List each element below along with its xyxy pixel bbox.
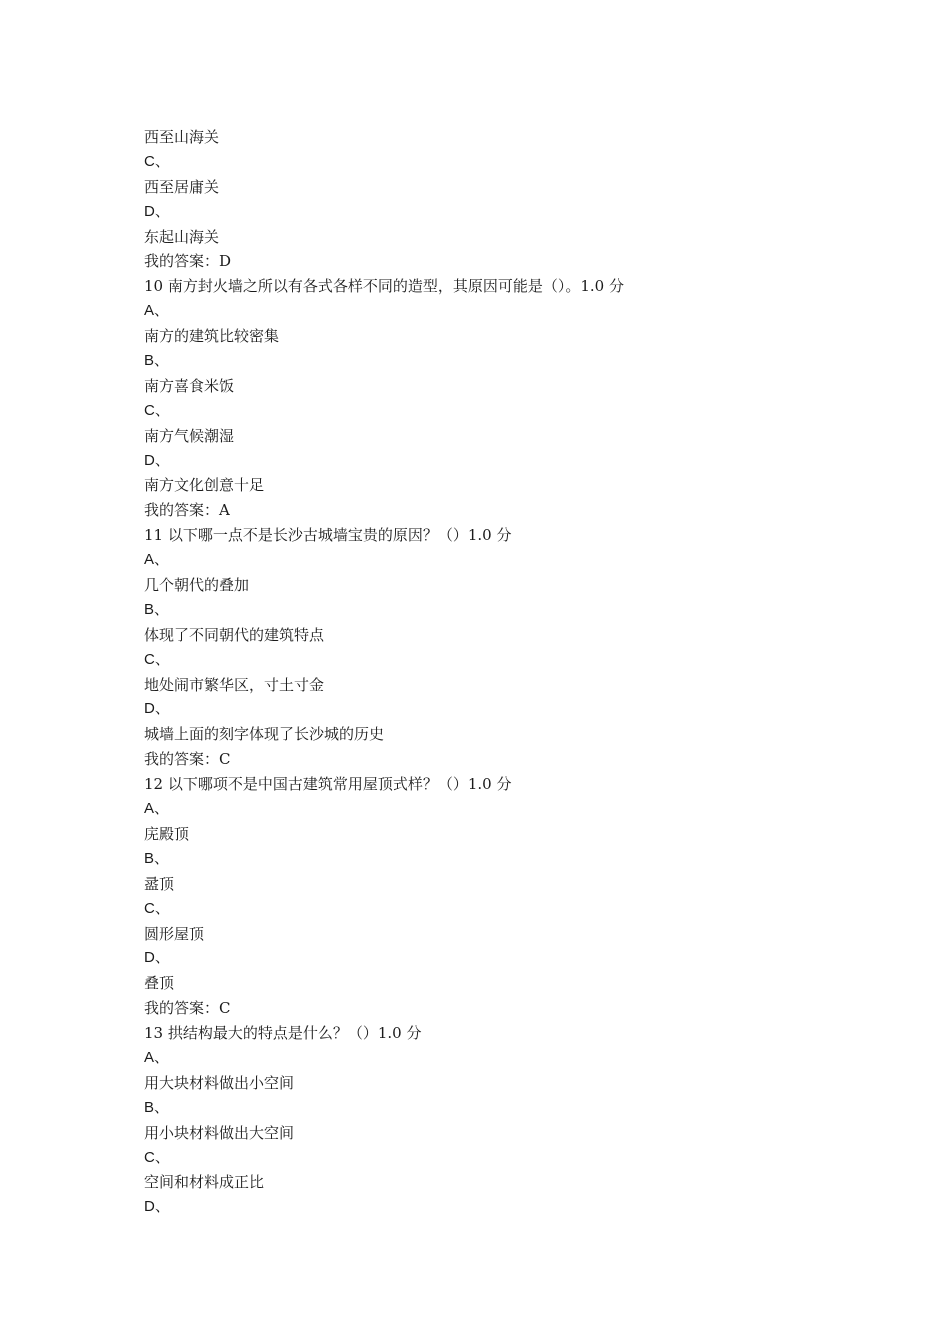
option-label: A、 bbox=[144, 302, 170, 320]
my-answer: 我的答案：C bbox=[144, 999, 231, 1018]
option-label: D、 bbox=[144, 451, 170, 469]
option-text: 几个朝代的叠加 bbox=[144, 576, 250, 595]
option-text: 用小块材料做出大空间 bbox=[144, 1123, 295, 1142]
option-text: 体现了不同朝代的建筑特点 bbox=[144, 625, 325, 644]
option-label: A、 bbox=[144, 551, 170, 569]
option-text: 东起山海关 bbox=[144, 227, 220, 246]
question-11: 11 以下哪一点不是长沙古城墙宝贵的原因？（）1.0 分 bbox=[144, 526, 512, 545]
option-label: D、 bbox=[144, 202, 170, 220]
option-text: 盝顶 bbox=[144, 874, 175, 893]
question-12: 12 以下哪项不是中国古建筑常用屋顶式样？（）1.0 分 bbox=[144, 775, 512, 794]
option-label: A、 bbox=[144, 1048, 170, 1066]
option-text: 西至山海关 bbox=[144, 128, 220, 146]
my-answer: 我的答案：C bbox=[144, 750, 231, 769]
option-text: 西至居庸关 bbox=[144, 177, 220, 196]
option-text: 空间和材料成正比 bbox=[144, 1173, 265, 1192]
question-13: 13 拱结构最大的特点是什么？（）1.0 分 bbox=[144, 1024, 422, 1043]
question-10: 10 南方封火墙之所以有各式各样不同的造型，其原因可能是（）。1.0 分 bbox=[144, 277, 624, 296]
option-label: B、 bbox=[144, 1098, 170, 1116]
option-text: 用大块材料做出小空间 bbox=[144, 1073, 295, 1092]
option-text: 庑殿顶 bbox=[144, 824, 190, 843]
option-text: 南方喜食米饭 bbox=[144, 376, 235, 395]
option-label: B、 bbox=[144, 849, 170, 867]
option-label: C、 bbox=[144, 401, 170, 419]
my-answer: 我的答案：D bbox=[144, 252, 232, 271]
option-label: D、 bbox=[144, 1198, 170, 1216]
option-label: B、 bbox=[144, 352, 170, 370]
option-label: A、 bbox=[144, 800, 170, 818]
option-text: 地处闹市繁华区，寸土寸金 bbox=[144, 675, 325, 694]
option-label: D、 bbox=[144, 700, 170, 718]
option-label: B、 bbox=[144, 600, 170, 618]
option-label: C、 bbox=[144, 650, 170, 668]
option-text: 南方气候潮湿 bbox=[144, 426, 235, 445]
option-label: D、 bbox=[144, 949, 170, 967]
option-text: 叠顶 bbox=[144, 974, 175, 993]
option-label: C、 bbox=[144, 152, 170, 170]
option-label: C、 bbox=[144, 1148, 170, 1166]
option-label: C、 bbox=[144, 899, 170, 917]
my-answer: 我的答案：A bbox=[144, 501, 230, 520]
option-text: 南方文化创意十足 bbox=[144, 476, 265, 495]
option-text: 南方的建筑比较密集 bbox=[144, 327, 280, 346]
option-text: 圆形屋顶 bbox=[144, 924, 205, 943]
option-text: 城墙上面的刻字体现了长沙城的历史 bbox=[144, 725, 385, 744]
document-body bbox=[144, 125, 804, 1220]
